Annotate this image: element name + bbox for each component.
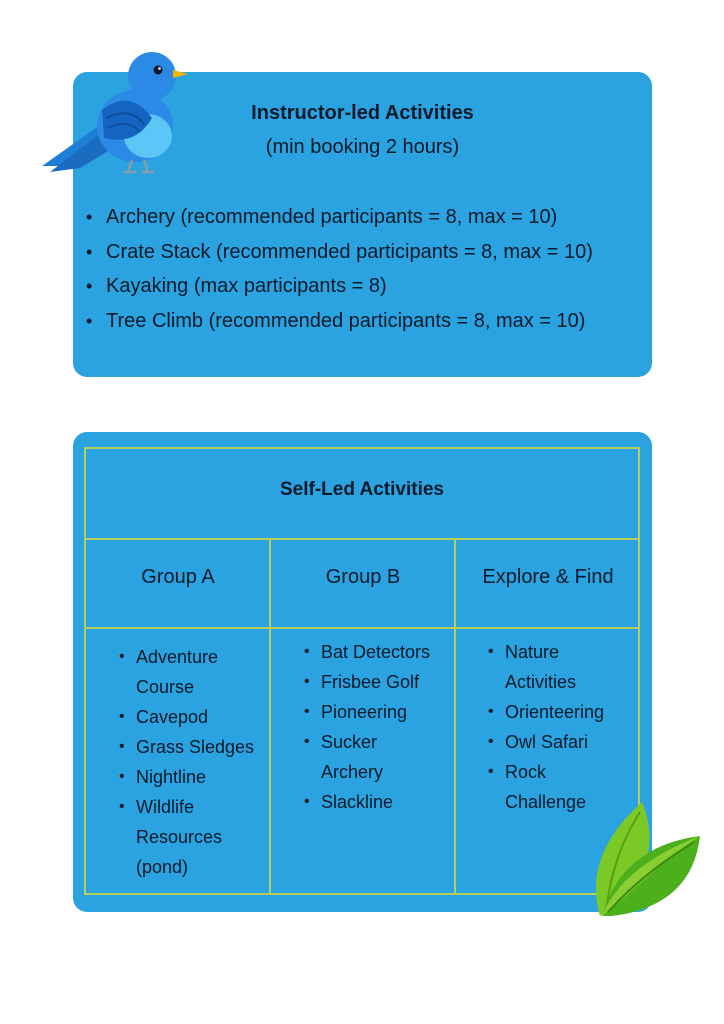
- list-item: • Nightline: [136, 762, 254, 792]
- list-item-line: Archery: [321, 762, 384, 782]
- column-heading-group-b: Group B: [325, 566, 401, 588]
- list-item: • Crate Stack (recommended participants = 8, max = 10): [106, 235, 593, 270]
- list-item: • Kayaking (max participants = 8): [106, 269, 593, 304]
- list-item-line: Rock: [505, 762, 547, 782]
- list-item-line: Challenge: [505, 792, 587, 812]
- list-item-line: (pond): [136, 857, 189, 877]
- list-item-line: Nature: [505, 642, 560, 662]
- list-item: [321, 727, 430, 787]
- column-divider: [269, 538, 271, 893]
- list-item: • Tree Climb (recommended participants = 8, max = 10): [106, 304, 593, 339]
- table-divider: [86, 538, 638, 540]
- column-heading-explore-find: Explore & Find: [482, 566, 614, 588]
- column-divider: [454, 538, 456, 893]
- instructor-title-text: Instructor-led Activities: [251, 102, 474, 124]
- list-item: • Archery (recommended participants = 8, max = 10): [106, 200, 593, 235]
- list-item-line: Resources: [136, 827, 223, 847]
- list-item-line: Course: [136, 677, 195, 697]
- self-led-table: [84, 447, 640, 895]
- instructor-subtitle: (min booking 2 hours): [265, 136, 460, 158]
- list-item: [136, 642, 254, 702]
- list-item: [505, 637, 604, 697]
- list-item-line: Sucker: [321, 732, 378, 752]
- instructor-activity-list: [106, 200, 593, 338]
- column-heading-group-a: Group A: [141, 566, 215, 588]
- list-item-line: Wildlife: [136, 797, 195, 817]
- self-led-panel: [73, 432, 652, 912]
- leaf-icon: [582, 796, 702, 918]
- explore-find-list: [505, 637, 604, 817]
- list-item-line: Adventure: [136, 647, 219, 667]
- self-led-title: Self-Led Activities: [279, 479, 444, 500]
- list-item: • Owl Safari: [505, 727, 604, 757]
- list-item: [136, 792, 254, 882]
- list-item: • Frisbee Golf: [321, 667, 430, 697]
- table-divider: [86, 627, 638, 629]
- list-item: • Orienteering: [505, 697, 604, 727]
- list-item: • Slackline: [321, 787, 430, 817]
- list-item-line: Activities: [505, 672, 577, 692]
- group-a-list: [136, 642, 254, 882]
- list-item: • Bat Detectors: [321, 637, 430, 667]
- group-b-list: [321, 637, 430, 817]
- bird-icon: [40, 48, 190, 176]
- list-item: • Grass Sledges: [136, 732, 254, 762]
- list-item: • Pioneering: [321, 697, 430, 727]
- list-item: • Cavepod: [136, 702, 254, 732]
